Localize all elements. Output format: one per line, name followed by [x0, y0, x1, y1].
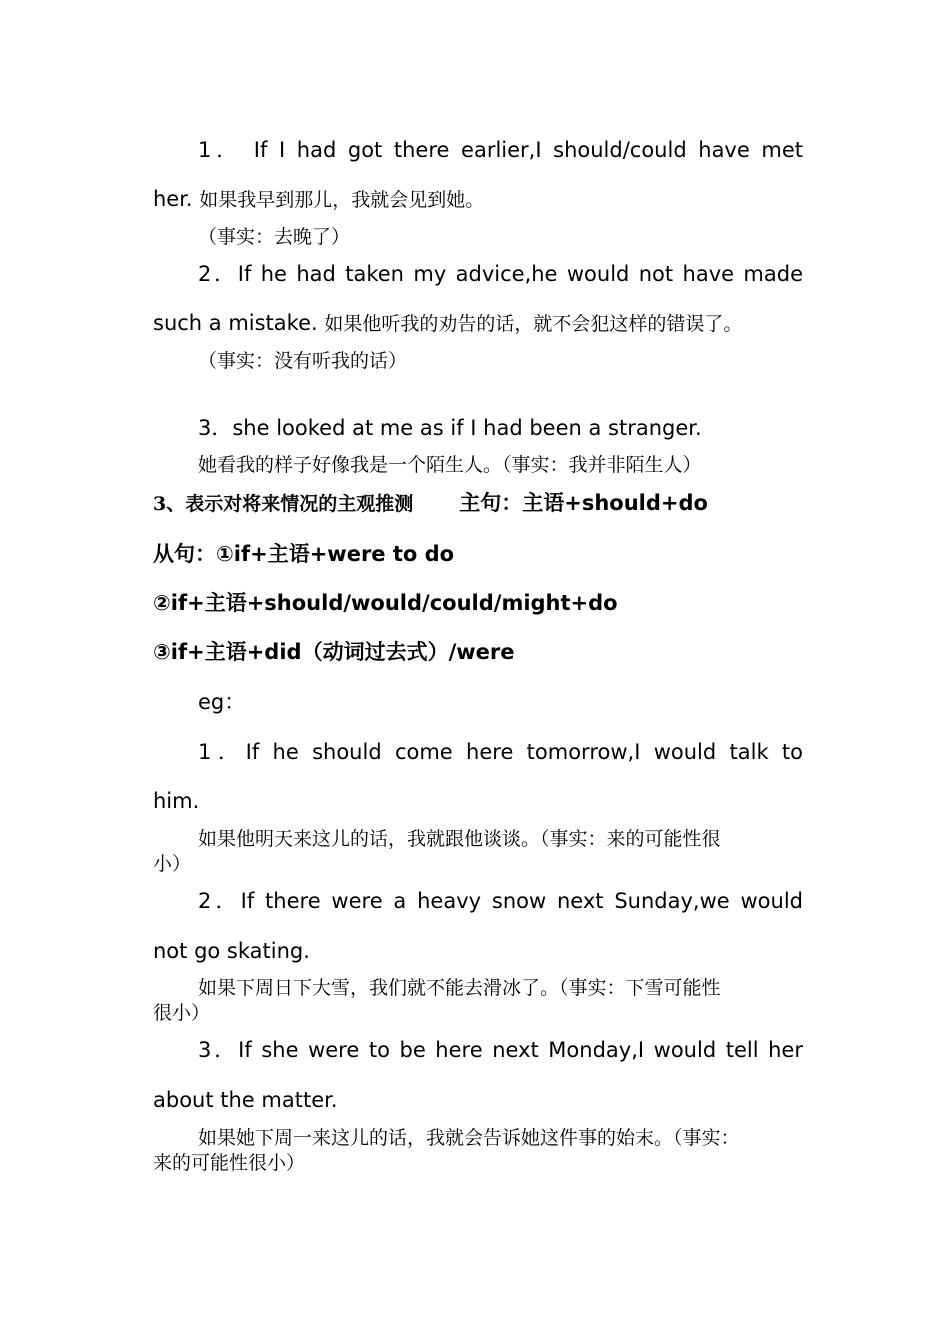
sub-clause-rule — [153, 540, 803, 568]
example-english: her. — [153, 187, 200, 211]
example-sentence-line: 3．she looked at me as if I had been a stranger. — [198, 416, 702, 440]
sub-clause-label: 从句： — [153, 542, 216, 566]
example-sentence-continuation — [153, 185, 803, 214]
example-translation: 如果下周日下大雪，我们就不能去滑冰了。（事实：下雪可能性 — [198, 977, 721, 999]
example-translation: 如果我早到那儿，我就会见到她。 — [199, 189, 485, 211]
fact-note: （事实：没有听我的话） — [198, 350, 408, 372]
example-english: such a mistake. — [153, 311, 325, 335]
example-translation: 她看我的样子好像我是一个陌生人。（事实：我并非陌生人） — [198, 454, 702, 476]
example-translation: 如果她下周一来这儿的话，我就会告诉她这件事的始末。（事实： — [198, 1127, 740, 1149]
eg-label: eg： — [198, 690, 246, 714]
example-sentence-line: 1． If I had got there earlier,I should/could have met — [198, 138, 803, 162]
example-translation-continuation: 来的可能性很小） — [153, 1152, 306, 1174]
section-title: 3、表示对将来情况的主观推测 — [153, 493, 414, 515]
example-sentence-continuation: not go skating. — [153, 939, 310, 963]
section-heading — [153, 489, 803, 518]
fact-note: （事实：去晚了） — [198, 226, 351, 248]
rule-3: ③if+主语+did（动词过去式）/were — [153, 640, 515, 664]
example-translation: 如果他明天来这儿的话，我就跟他谈谈。（事实：来的可能性很 — [198, 828, 721, 850]
rule-2: ②if+主语+should/would/could/might+do — [153, 591, 618, 615]
example-translation: 如果他听我的劝告的话，就不会犯这样的错误了。 — [324, 313, 743, 335]
example-sentence-line: 2．If he had taken my advice,he would not have made — [198, 262, 803, 286]
example-sentence-line: 3．If she were to be here next Monday,I would tell her — [198, 1038, 803, 1062]
example-sentence-line: 1．If he should come here tomorrow,I would talk to — [198, 740, 803, 764]
example-translation-continuation: 小） — [153, 853, 192, 875]
example-sentence-continuation — [153, 309, 803, 338]
example-sentence-continuation: him. — [153, 789, 200, 813]
example-translation-continuation: 很小） — [153, 1002, 211, 1024]
example-sentence-line: 2．If there were a heavy snow next Sunday,we would — [198, 889, 803, 913]
rule-1: ①if+主语+were to do — [216, 542, 455, 566]
example-sentence-continuation: about the matter. — [153, 1088, 338, 1112]
main-clause-rule: 主句：主语+should+do — [459, 491, 708, 515]
